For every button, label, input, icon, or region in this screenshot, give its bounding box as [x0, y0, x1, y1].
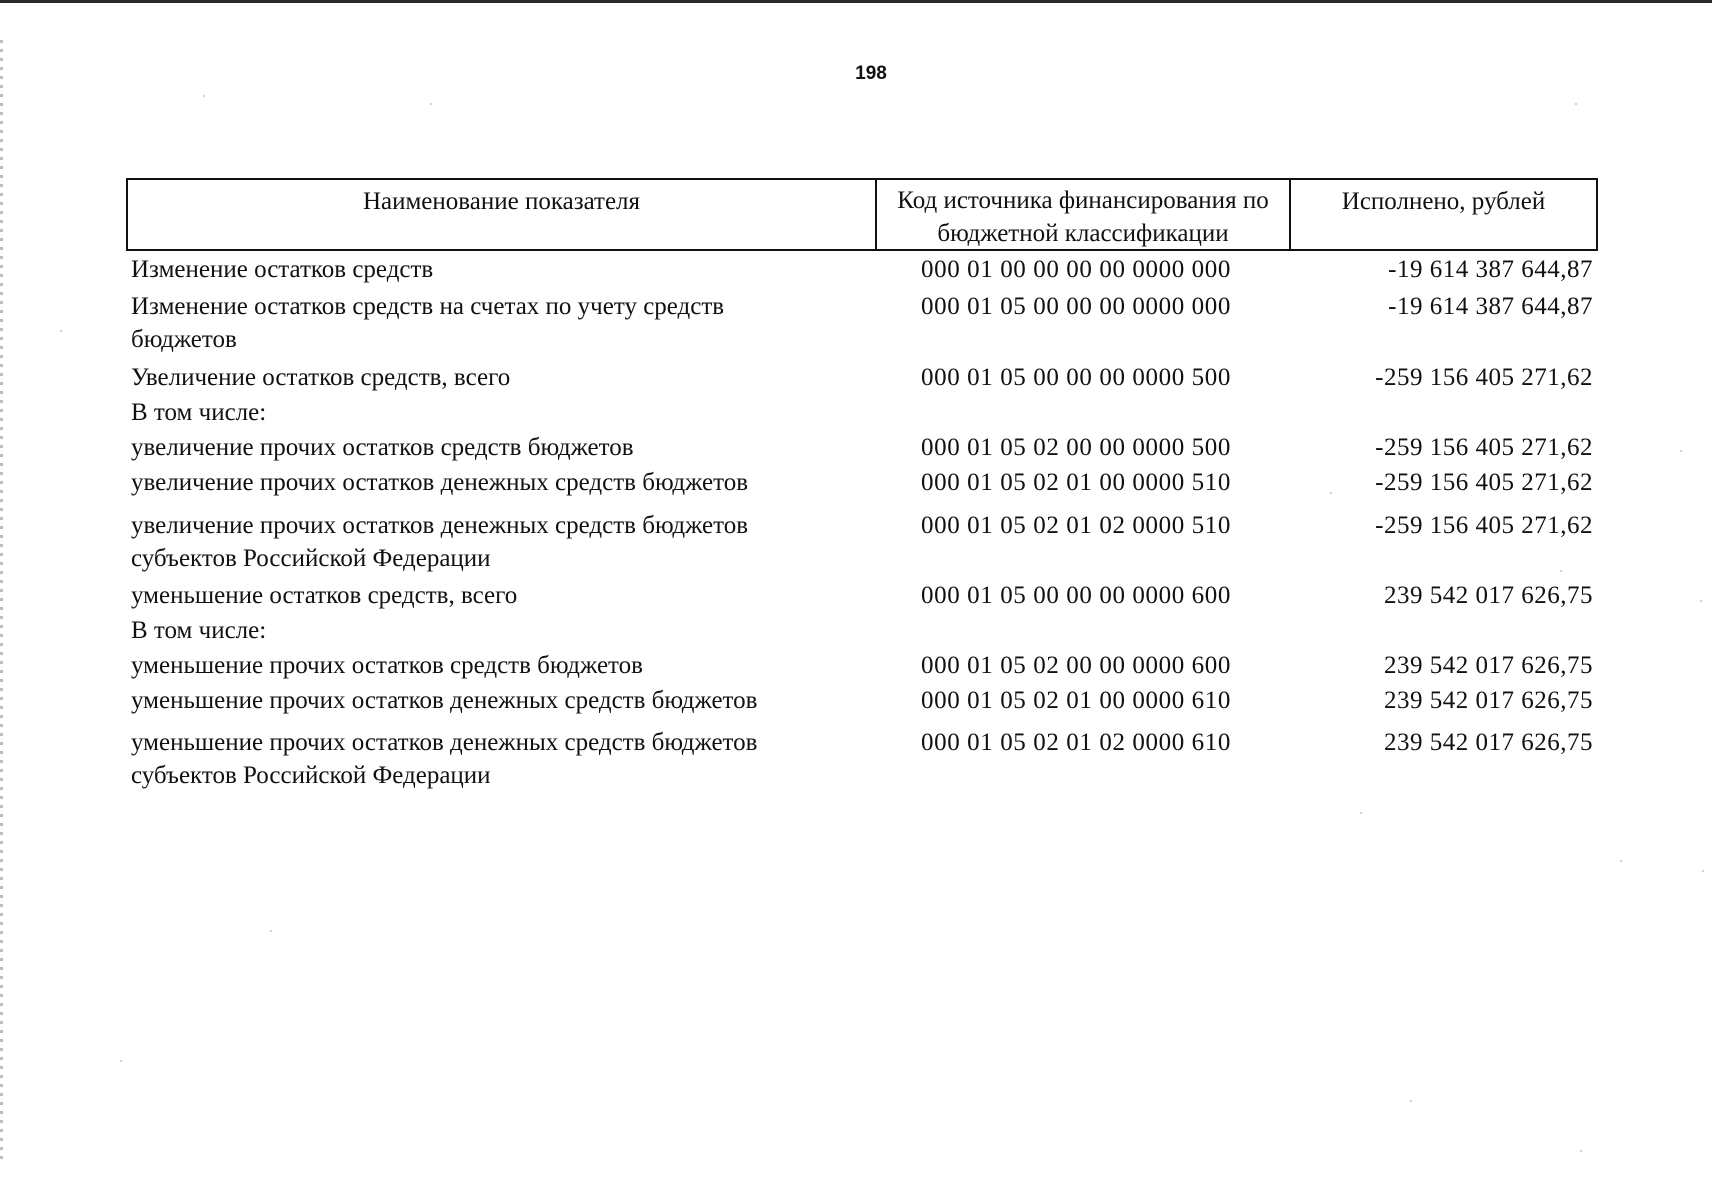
source-code: 000 01 05 02 01 00 0000 610 [921, 687, 1231, 714]
scan-speck [60, 330, 62, 332]
header-source-code: Код источника финансирования по бюджетной классификации [897, 187, 1269, 247]
executed-amount: -259 156 405 271,62 [1375, 434, 1593, 461]
indicator-name: увеличение прочих остатков денежных средств бюджетов [131, 469, 749, 496]
indicator-name: увеличение прочих остатков средств бюджетов [131, 434, 634, 461]
executed-amount: -259 156 405 271,62 [1375, 469, 1593, 496]
scan-speck [1575, 103, 1577, 105]
indicator-name: В том числе: [131, 399, 267, 426]
table-row [131, 509, 1598, 579]
table-row [131, 726, 1598, 796]
executed-amount: -259 156 405 271,62 [1375, 364, 1593, 391]
indicator-name: В том числе: [131, 617, 267, 644]
executed-amount: -259 156 405 271,62 [1375, 512, 1593, 539]
scan-speck [1580, 1150, 1582, 1152]
source-code: 000 01 05 00 00 00 0000 000 [921, 293, 1231, 320]
source-code: 000 01 05 02 01 02 0000 510 [921, 512, 1231, 539]
indicator-name: уменьшение прочих остатков средств бюджетов [131, 652, 643, 679]
indicator-name: уменьшение прочих остатков денежных средств бюджетов [131, 687, 758, 714]
executed-amount: 239 542 017 626,75 [1384, 582, 1593, 609]
indicator-name: уменьшение остатков средств, всего [131, 582, 518, 609]
executed-amount: 239 542 017 626,75 [1384, 652, 1593, 679]
indicator-name: уменьшение прочих остатков денежных средств бюджетов субъектов Российской Федерации [131, 729, 758, 789]
scan-speck [1560, 570, 1562, 572]
scan-speck [1700, 600, 1702, 602]
scan-speck [1680, 450, 1682, 452]
indicator-name: Изменение остатков средств на счетах по учету средств бюджетов [131, 293, 725, 353]
table-header [126, 178, 1598, 251]
scan-speck [1330, 492, 1332, 494]
page-number: 198 [855, 63, 887, 84]
scan-speck [120, 1060, 122, 1062]
table-row [131, 290, 1598, 360]
source-code: 000 01 05 02 00 00 0000 600 [921, 652, 1231, 679]
source-code: 000 01 05 02 01 02 0000 610 [921, 729, 1231, 756]
source-code: 000 01 05 02 01 00 0000 510 [921, 469, 1231, 496]
header-executed-rub: Исполнено, рублей [1341, 188, 1546, 215]
scan-top-border [0, 0, 1712, 3]
scan-speck [1620, 860, 1622, 862]
scan-speck [1702, 870, 1704, 872]
header-indicator-name: Наименование показателя [362, 188, 641, 215]
scan-speck [1360, 812, 1362, 814]
scan-left-edge [0, 40, 3, 1160]
executed-amount: 239 542 017 626,75 [1384, 687, 1593, 714]
executed-amount: 239 542 017 626,75 [1384, 729, 1593, 756]
scan-speck [430, 103, 432, 105]
scan-speck [270, 930, 272, 932]
scan-speck [1410, 1100, 1412, 1102]
source-code: 000 01 05 00 00 00 0000 500 [921, 364, 1231, 391]
source-code: 000 01 00 00 00 00 0000 000 [921, 256, 1231, 283]
indicator-name: Изменение остатков средств [131, 256, 434, 283]
indicator-name: увеличение прочих остатков денежных средств бюджетов субъектов Российской Федерации [131, 512, 749, 572]
indicator-name: Увеличение остатков средств, всего [131, 364, 511, 391]
executed-amount: -19 614 387 644,87 [1388, 256, 1593, 283]
executed-amount: -19 614 387 644,87 [1388, 293, 1593, 320]
scan-speck [203, 95, 205, 97]
source-code: 000 01 05 02 00 00 0000 500 [921, 434, 1231, 461]
source-code: 000 01 05 00 00 00 0000 600 [921, 582, 1231, 609]
